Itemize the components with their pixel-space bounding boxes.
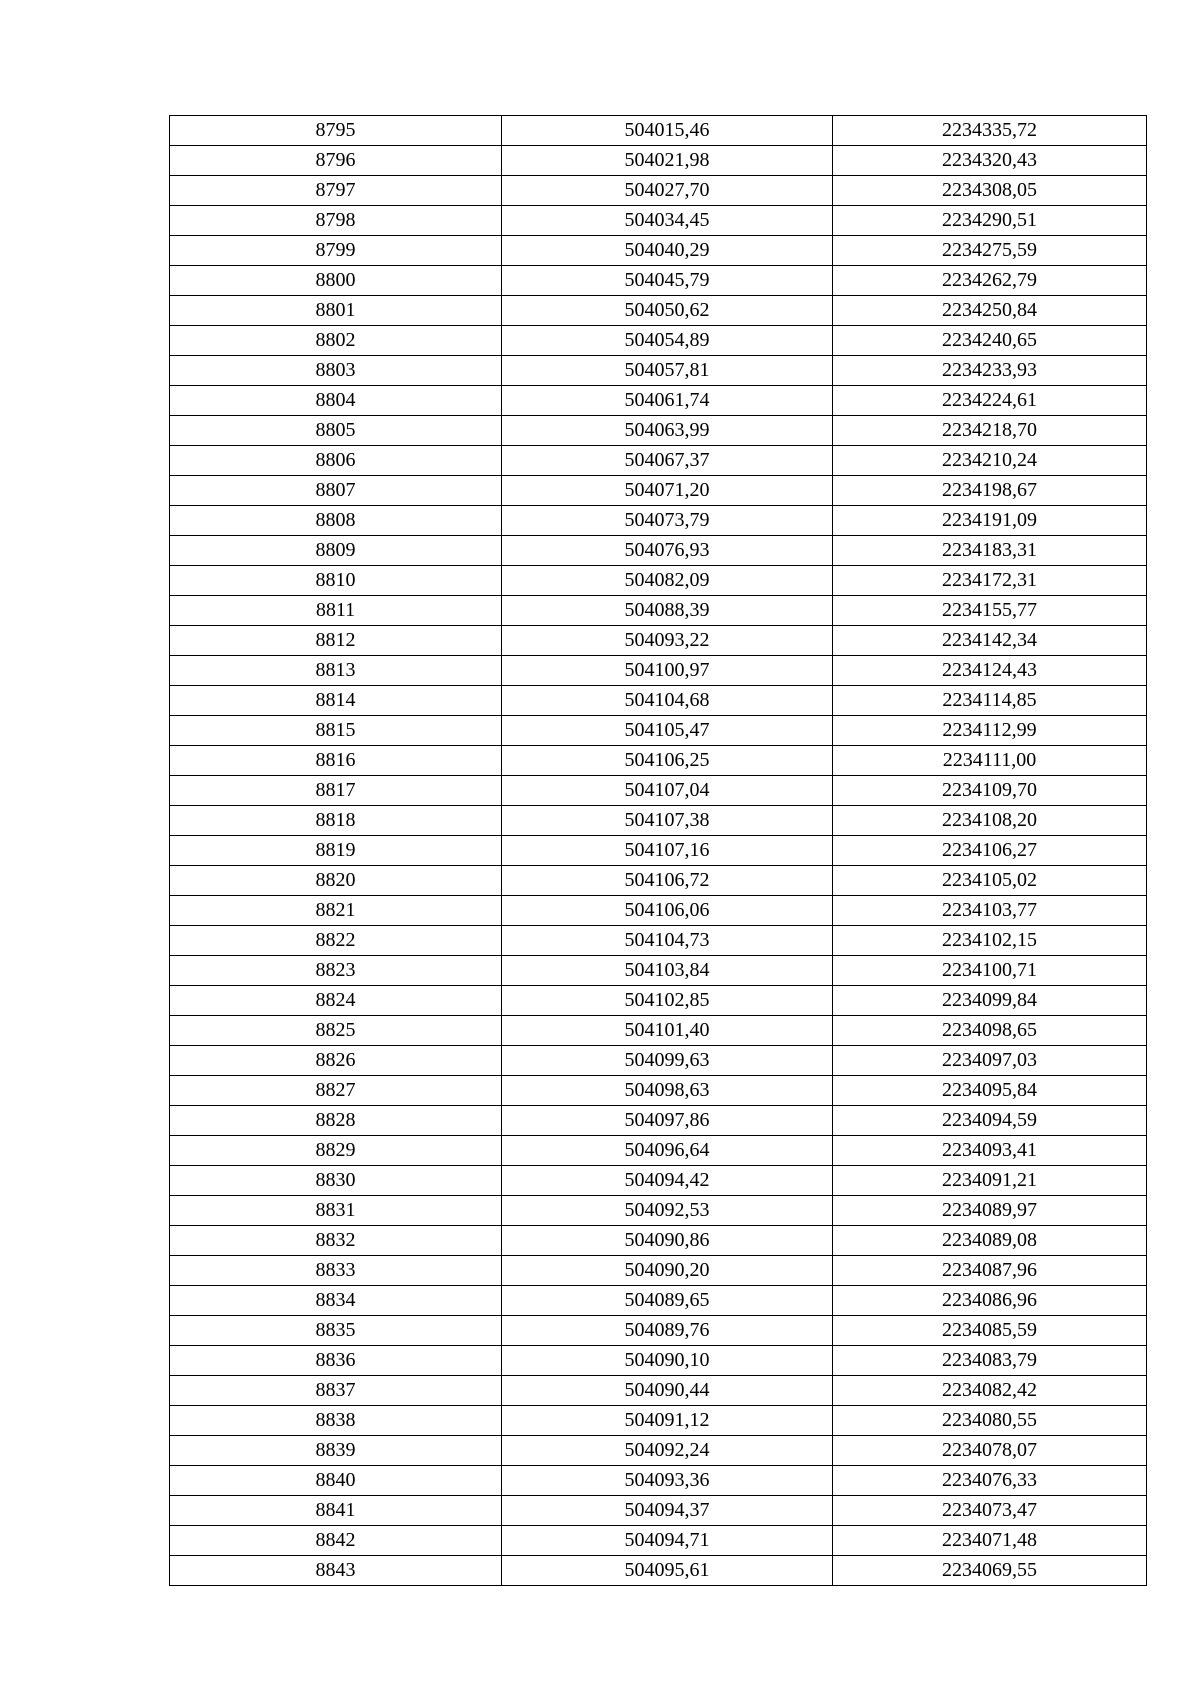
table-row — [170, 1046, 1147, 1076]
table-row — [170, 1376, 1147, 1406]
point-number-cell: 8805 — [170, 416, 502, 446]
x-coordinate-cell: 504103,84 — [502, 956, 833, 986]
table-row — [170, 836, 1147, 866]
y-coordinate-cell: 2234102,15 — [833, 926, 1147, 956]
point-number-cell: 8832 — [170, 1226, 502, 1256]
y-coordinate-cell: 2234083,79 — [833, 1346, 1147, 1376]
x-coordinate-cell: 504093,36 — [502, 1466, 833, 1496]
coordinates-table-body — [170, 116, 1147, 1586]
y-coordinate-cell: 2234071,48 — [833, 1526, 1147, 1556]
x-coordinate-cell: 504034,45 — [502, 206, 833, 236]
x-coordinate-cell: 504057,81 — [502, 356, 833, 386]
table-row — [170, 1226, 1147, 1256]
point-number-cell: 8795 — [170, 116, 502, 146]
table-row — [170, 1166, 1147, 1196]
point-number-cell: 8836 — [170, 1346, 502, 1376]
y-coordinate-cell: 2234069,55 — [833, 1556, 1147, 1586]
table-row — [170, 146, 1147, 176]
y-coordinate-cell: 2234320,43 — [833, 146, 1147, 176]
table-row — [170, 296, 1147, 326]
x-coordinate-cell: 504105,47 — [502, 716, 833, 746]
point-number-cell: 8820 — [170, 866, 502, 896]
x-coordinate-cell: 504097,86 — [502, 1106, 833, 1136]
y-coordinate-cell: 2234124,43 — [833, 656, 1147, 686]
table-row — [170, 686, 1147, 716]
x-coordinate-cell: 504091,12 — [502, 1406, 833, 1436]
point-number-cell: 8817 — [170, 776, 502, 806]
coordinates-table — [169, 115, 1147, 1586]
table-row — [170, 1106, 1147, 1136]
point-number-cell: 8843 — [170, 1556, 502, 1586]
y-coordinate-cell: 2234091,21 — [833, 1166, 1147, 1196]
table-row — [170, 116, 1147, 146]
x-coordinate-cell: 504089,65 — [502, 1286, 833, 1316]
table-row — [170, 386, 1147, 416]
point-number-cell: 8821 — [170, 896, 502, 926]
y-coordinate-cell: 2234095,84 — [833, 1076, 1147, 1106]
y-coordinate-cell: 2234224,61 — [833, 386, 1147, 416]
point-number-cell: 8824 — [170, 986, 502, 1016]
x-coordinate-cell: 504089,76 — [502, 1316, 833, 1346]
y-coordinate-cell: 2234087,96 — [833, 1256, 1147, 1286]
y-coordinate-cell: 2234082,42 — [833, 1376, 1147, 1406]
point-number-cell: 8840 — [170, 1466, 502, 1496]
point-number-cell: 8801 — [170, 296, 502, 326]
table-row — [170, 536, 1147, 566]
y-coordinate-cell: 2234094,59 — [833, 1106, 1147, 1136]
y-coordinate-cell: 2234198,67 — [833, 476, 1147, 506]
table-row — [170, 626, 1147, 656]
y-coordinate-cell: 2234172,31 — [833, 566, 1147, 596]
point-number-cell: 8816 — [170, 746, 502, 776]
table-row — [170, 596, 1147, 626]
y-coordinate-cell: 2234089,08 — [833, 1226, 1147, 1256]
point-number-cell: 8812 — [170, 626, 502, 656]
x-coordinate-cell: 504096,64 — [502, 1136, 833, 1166]
x-coordinate-cell: 504045,79 — [502, 266, 833, 296]
point-number-cell: 8838 — [170, 1406, 502, 1436]
y-coordinate-cell: 2234290,51 — [833, 206, 1147, 236]
table-row — [170, 1076, 1147, 1106]
point-number-cell: 8833 — [170, 1256, 502, 1286]
point-number-cell: 8807 — [170, 476, 502, 506]
point-number-cell: 8809 — [170, 536, 502, 566]
y-coordinate-cell: 2234086,96 — [833, 1286, 1147, 1316]
point-number-cell: 8837 — [170, 1376, 502, 1406]
y-coordinate-cell: 2234106,27 — [833, 836, 1147, 866]
point-number-cell: 8829 — [170, 1136, 502, 1166]
point-number-cell: 8798 — [170, 206, 502, 236]
y-coordinate-cell: 2234233,93 — [833, 356, 1147, 386]
table-row — [170, 1556, 1147, 1586]
x-coordinate-cell: 504107,16 — [502, 836, 833, 866]
y-coordinate-cell: 2234155,77 — [833, 596, 1147, 626]
point-number-cell: 8841 — [170, 1496, 502, 1526]
table-row — [170, 986, 1147, 1016]
y-coordinate-cell: 2234250,84 — [833, 296, 1147, 326]
table-row — [170, 776, 1147, 806]
y-coordinate-cell: 2234191,09 — [833, 506, 1147, 536]
y-coordinate-cell: 2234114,85 — [833, 686, 1147, 716]
point-number-cell: 8806 — [170, 446, 502, 476]
point-number-cell: 8828 — [170, 1106, 502, 1136]
point-number-cell: 8813 — [170, 656, 502, 686]
table-row — [170, 1286, 1147, 1316]
table-row — [170, 356, 1147, 386]
y-coordinate-cell: 2234098,65 — [833, 1016, 1147, 1046]
table-row — [170, 1196, 1147, 1226]
point-number-cell: 8811 — [170, 596, 502, 626]
table-row — [170, 1406, 1147, 1436]
table-row — [170, 1016, 1147, 1046]
x-coordinate-cell: 504050,62 — [502, 296, 833, 326]
y-coordinate-cell: 2234275,59 — [833, 236, 1147, 266]
y-coordinate-cell: 2234183,31 — [833, 536, 1147, 566]
y-coordinate-cell: 2234073,47 — [833, 1496, 1147, 1526]
table-row — [170, 416, 1147, 446]
table-row — [170, 446, 1147, 476]
x-coordinate-cell: 504094,71 — [502, 1526, 833, 1556]
point-number-cell: 8823 — [170, 956, 502, 986]
point-number-cell: 8842 — [170, 1526, 502, 1556]
y-coordinate-cell: 2234099,84 — [833, 986, 1147, 1016]
x-coordinate-cell: 504106,25 — [502, 746, 833, 776]
y-coordinate-cell: 2234111,00 — [833, 746, 1147, 776]
x-coordinate-cell: 504090,44 — [502, 1376, 833, 1406]
x-coordinate-cell: 504107,38 — [502, 806, 833, 836]
table-row — [170, 506, 1147, 536]
x-coordinate-cell: 504106,72 — [502, 866, 833, 896]
x-coordinate-cell: 504093,22 — [502, 626, 833, 656]
x-coordinate-cell: 504102,85 — [502, 986, 833, 1016]
x-coordinate-cell: 504090,20 — [502, 1256, 833, 1286]
y-coordinate-cell: 2234097,03 — [833, 1046, 1147, 1076]
x-coordinate-cell: 504106,06 — [502, 896, 833, 926]
point-number-cell: 8835 — [170, 1316, 502, 1346]
point-number-cell: 8796 — [170, 146, 502, 176]
x-coordinate-cell: 504067,37 — [502, 446, 833, 476]
table-row — [170, 326, 1147, 356]
table-row — [170, 806, 1147, 836]
y-coordinate-cell: 2234142,34 — [833, 626, 1147, 656]
point-number-cell: 8804 — [170, 386, 502, 416]
x-coordinate-cell: 504092,24 — [502, 1436, 833, 1466]
point-number-cell: 8830 — [170, 1166, 502, 1196]
point-number-cell: 8822 — [170, 926, 502, 956]
point-number-cell: 8797 — [170, 176, 502, 206]
x-coordinate-cell: 504061,74 — [502, 386, 833, 416]
x-coordinate-cell: 504101,40 — [502, 1016, 833, 1046]
table-row — [170, 866, 1147, 896]
x-coordinate-cell: 504095,61 — [502, 1556, 833, 1586]
table-row — [170, 476, 1147, 506]
y-coordinate-cell: 2234078,07 — [833, 1436, 1147, 1466]
table-row — [170, 176, 1147, 206]
x-coordinate-cell: 504015,46 — [502, 116, 833, 146]
y-coordinate-cell: 2234262,79 — [833, 266, 1147, 296]
x-coordinate-cell: 504076,93 — [502, 536, 833, 566]
y-coordinate-cell: 2234089,97 — [833, 1196, 1147, 1226]
table-row — [170, 1256, 1147, 1286]
table-row — [170, 1496, 1147, 1526]
point-number-cell: 8799 — [170, 236, 502, 266]
x-coordinate-cell: 504071,20 — [502, 476, 833, 506]
x-coordinate-cell: 504094,37 — [502, 1496, 833, 1526]
x-coordinate-cell: 504021,98 — [502, 146, 833, 176]
point-number-cell: 8826 — [170, 1046, 502, 1076]
table-row — [170, 956, 1147, 986]
point-number-cell: 8825 — [170, 1016, 502, 1046]
y-coordinate-cell: 2234103,77 — [833, 896, 1147, 926]
y-coordinate-cell: 2234080,55 — [833, 1406, 1147, 1436]
y-coordinate-cell: 2234112,99 — [833, 716, 1147, 746]
table-row — [170, 896, 1147, 926]
x-coordinate-cell: 504082,09 — [502, 566, 833, 596]
x-coordinate-cell: 504073,79 — [502, 506, 833, 536]
table-row — [170, 1436, 1147, 1466]
x-coordinate-cell: 504054,89 — [502, 326, 833, 356]
x-coordinate-cell: 504100,97 — [502, 656, 833, 686]
table-row — [170, 566, 1147, 596]
x-coordinate-cell: 504088,39 — [502, 596, 833, 626]
point-number-cell: 8834 — [170, 1286, 502, 1316]
y-coordinate-cell: 2234100,71 — [833, 956, 1147, 986]
x-coordinate-cell: 504104,68 — [502, 686, 833, 716]
y-coordinate-cell: 2234308,05 — [833, 176, 1147, 206]
x-coordinate-cell: 504098,63 — [502, 1076, 833, 1106]
x-coordinate-cell: 504027,70 — [502, 176, 833, 206]
y-coordinate-cell: 2234093,41 — [833, 1136, 1147, 1166]
point-number-cell: 8819 — [170, 836, 502, 866]
point-number-cell: 8827 — [170, 1076, 502, 1106]
x-coordinate-cell: 504092,53 — [502, 1196, 833, 1226]
point-number-cell: 8808 — [170, 506, 502, 536]
y-coordinate-cell: 2234240,65 — [833, 326, 1147, 356]
point-number-cell: 8815 — [170, 716, 502, 746]
y-coordinate-cell: 2234335,72 — [833, 116, 1147, 146]
y-coordinate-cell: 2234105,02 — [833, 866, 1147, 896]
point-number-cell: 8831 — [170, 1196, 502, 1226]
y-coordinate-cell: 2234108,20 — [833, 806, 1147, 836]
point-number-cell: 8803 — [170, 356, 502, 386]
point-number-cell: 8800 — [170, 266, 502, 296]
point-number-cell: 8818 — [170, 806, 502, 836]
x-coordinate-cell: 504040,29 — [502, 236, 833, 266]
x-coordinate-cell: 504090,86 — [502, 1226, 833, 1256]
table-row — [170, 1316, 1147, 1346]
table-row — [170, 1526, 1147, 1556]
table-row — [170, 206, 1147, 236]
table-row — [170, 1466, 1147, 1496]
point-number-cell: 8814 — [170, 686, 502, 716]
point-number-cell: 8802 — [170, 326, 502, 356]
table-row — [170, 236, 1147, 266]
table-row — [170, 926, 1147, 956]
table-row — [170, 716, 1147, 746]
point-number-cell: 8839 — [170, 1436, 502, 1466]
y-coordinate-cell: 2234085,59 — [833, 1316, 1147, 1346]
table-row — [170, 1136, 1147, 1166]
y-coordinate-cell: 2234076,33 — [833, 1466, 1147, 1496]
y-coordinate-cell: 2234218,70 — [833, 416, 1147, 446]
x-coordinate-cell: 504099,63 — [502, 1046, 833, 1076]
table-row — [170, 656, 1147, 686]
x-coordinate-cell: 504063,99 — [502, 416, 833, 446]
table-row — [170, 1346, 1147, 1376]
x-coordinate-cell: 504094,42 — [502, 1166, 833, 1196]
table-row — [170, 266, 1147, 296]
point-number-cell: 8810 — [170, 566, 502, 596]
y-coordinate-cell: 2234210,24 — [833, 446, 1147, 476]
x-coordinate-cell: 504104,73 — [502, 926, 833, 956]
x-coordinate-cell: 504107,04 — [502, 776, 833, 806]
table-row — [170, 746, 1147, 776]
x-coordinate-cell: 504090,10 — [502, 1346, 833, 1376]
y-coordinate-cell: 2234109,70 — [833, 776, 1147, 806]
